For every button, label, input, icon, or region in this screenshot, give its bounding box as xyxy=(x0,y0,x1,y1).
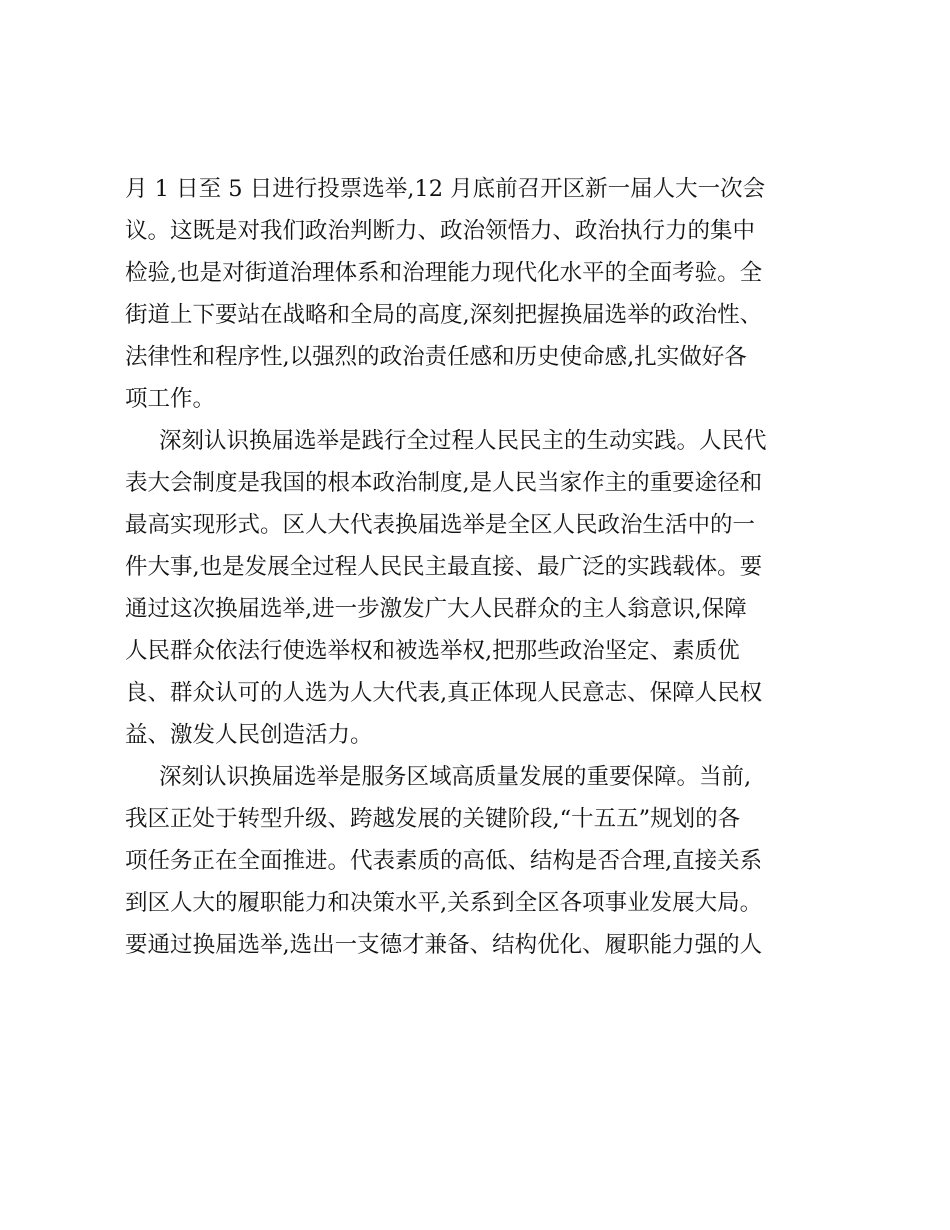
text-line: 表大会制度是我国的根本政治制度,是人民当家作主的重要途径和 xyxy=(125,470,763,496)
text-line: 我区正处于转型升级、跨越发展的关键阶段,“十五五”规划的各 xyxy=(125,806,741,832)
text-line: 街道上下要站在战略和全局的高度,深刻把握换届选举的政治性、 xyxy=(125,302,763,328)
paragraph-first-line: 深刻认识换届选举是践行全过程人民民主的生动实践。人民代 xyxy=(159,428,767,454)
text-line: 最高实现形式。区人大代表换届选举是全区人民政治生活中的一 xyxy=(125,512,756,538)
text-line: 要通过换届选举,选出一支德才兼备、结构优化、履职能力强的人 xyxy=(125,932,763,958)
text-line: 项工作。 xyxy=(125,386,216,412)
text-line: 到区人大的履职能力和决策水平,关系到全区各项事业发展大局。 xyxy=(125,890,763,916)
text-line: 益、激发人民创造活力。 xyxy=(125,722,373,748)
text-line: 法律性和程序性,以强烈的政治责任感和历史使命感,扎实做好各 xyxy=(125,344,747,370)
text-line: 人民群众依法行使选举权和被选举权,把那些政治坚定、素质优 xyxy=(125,638,740,664)
document-body xyxy=(125,168,835,966)
text-line: 良、群众认可的人选为人大代表,真正体现人民意志、保障人民权 xyxy=(125,680,763,706)
text-line: 件大事,也是发展全过程人民民主最直接、最广泛的实践载体。要 xyxy=(125,554,763,580)
text-line: 通过这次换届选举,进一步激发广大人民群众的主人翁意识,保障 xyxy=(125,596,747,622)
text-line: 议。这既是对我们政治判断力、政治领悟力、政治执行力的集中 xyxy=(125,218,756,244)
text-line: 月 1 日至 5 日进行投票选举,12 月底前召开区新一届人大一次会 xyxy=(125,176,766,202)
text-line: 检验,也是对街道治理体系和治理能力现代化水平的全面考验。全 xyxy=(125,260,763,286)
text-line: 项任务正在全面推进。代表素质的高低、结构是否合理,直接关系 xyxy=(125,848,763,874)
paragraph-first-line: 深刻认识换届选举是服务区域高质量发展的重要保障。当前, xyxy=(159,764,752,790)
